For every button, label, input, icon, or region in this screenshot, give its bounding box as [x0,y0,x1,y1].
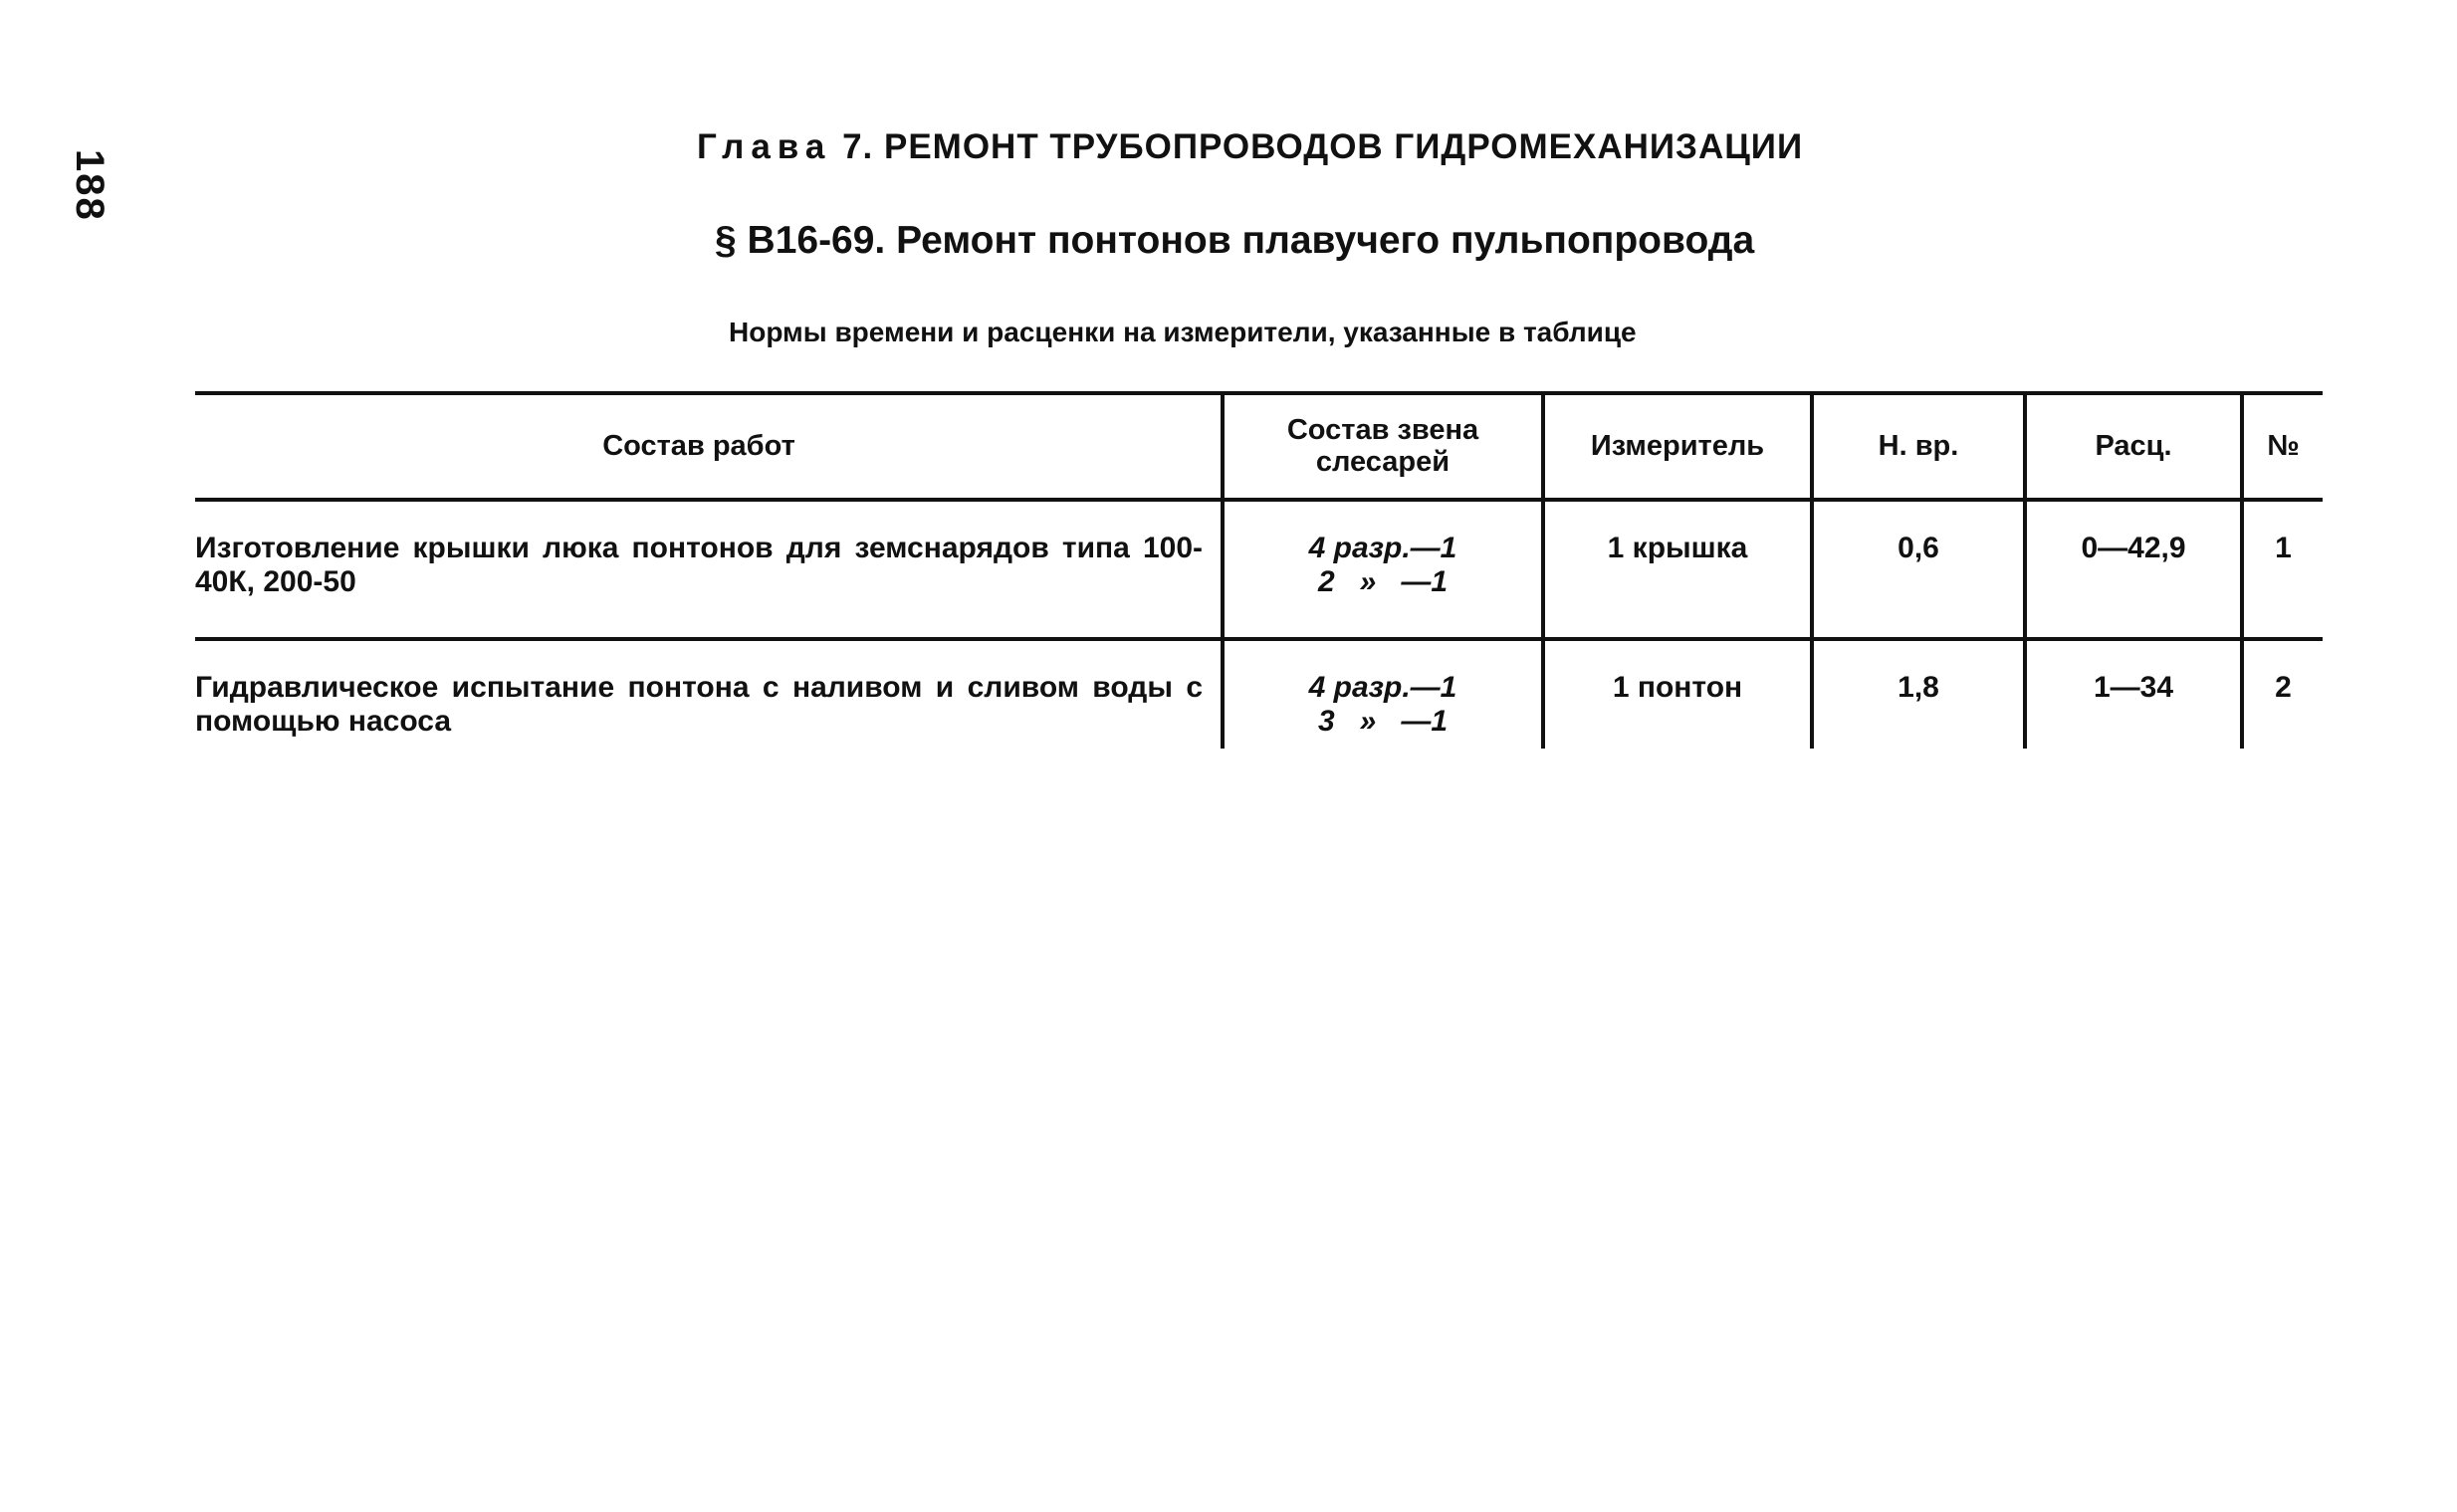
header-row [195,393,2323,500]
norms-table [195,391,2323,749]
table-row [195,639,2323,749]
chapter-title [697,127,1803,167]
cell-norm: 0,6 [1812,500,2025,639]
crew-line-2: 2 » —1 [1317,564,1449,598]
header-work: Состав работ [195,393,1223,500]
chapter-prefix: Глава [697,127,832,166]
cell-num: 1 [2242,500,2323,639]
work-description: Гидравлическое испытание понтона с наливом и сливом воды с помощью насоса [195,671,1203,738]
cell-rate: 1—34 [2025,639,2242,749]
cell-crew [1223,639,1543,749]
cell-norm: 1,8 [1812,639,2025,749]
chapter-name: 7. РЕМОНТ ТРУБОПРОВОДОВ ГИДРОМЕХАНИЗАЦИИ [842,127,1804,166]
cell-work [195,639,1223,749]
header-num: № [2242,393,2323,500]
cell-crew [1223,500,1543,639]
header-unit: Измеритель [1543,393,1812,500]
cell-work [195,500,1223,639]
header-norm: Н. вр. [1812,393,2025,500]
section-title: § В16-69. Ремонт понтонов плавучего пульпопровода [715,219,1755,262]
page-number: 188 [68,149,112,222]
crew-line-1: 4 разр.—1 [1308,671,1457,704]
crew-line-1: 4 разр.—1 [1308,532,1457,564]
cell-rate: 0—42,9 [2025,500,2242,639]
crew-line-2: 3 » —1 [1317,704,1449,738]
table-row [195,500,2323,639]
cell-num: 2 [2275,671,2292,704]
work-description: Изготовление крышки люка понтонов для земснарядов типа 100-40К, 200-50 [195,532,1203,598]
header-crew: Состав звена слесарей [1223,393,1543,500]
table-header [195,393,2323,500]
cell-unit: 1 крышка [1543,500,1812,639]
cell-unit: 1 понтон [1543,639,1812,749]
table-caption: Нормы времени и расценки на измерители, указанные в таблице [729,317,1637,347]
table-body [195,500,2323,749]
header-rate: Расц. [2025,393,2242,500]
